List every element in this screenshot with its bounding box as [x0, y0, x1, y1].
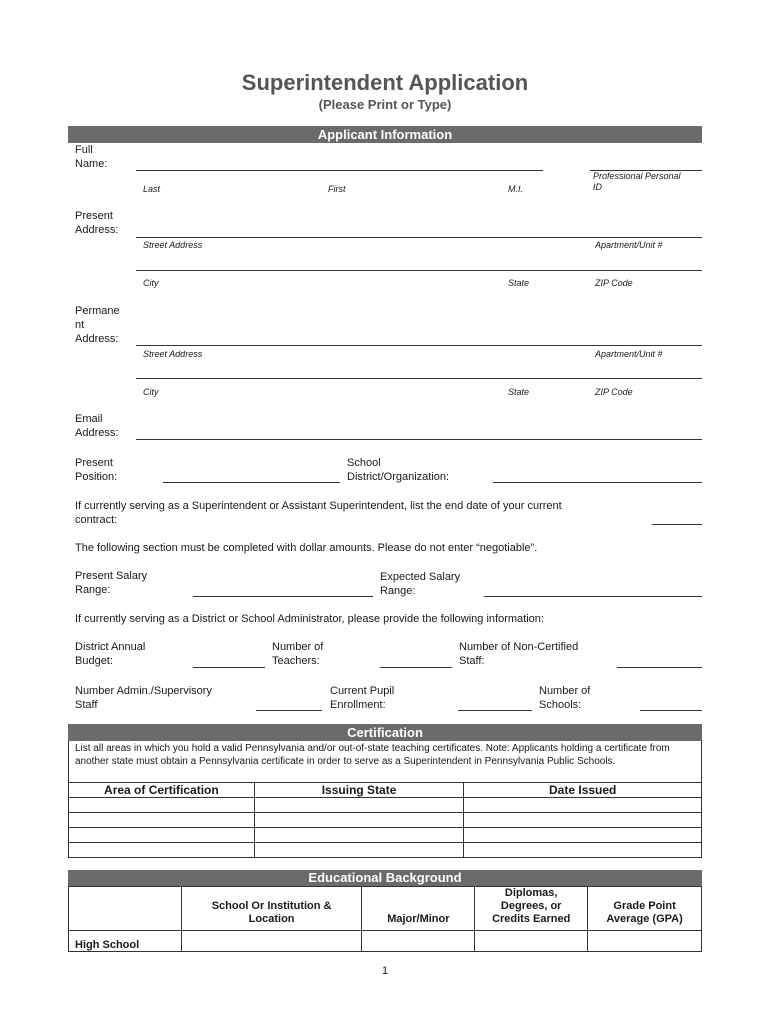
column-header-date-issued: Date Issued [464, 783, 702, 798]
contract-instruction: If currently serving as a Superintendent or Assistant Superintendent, list the end date of your current contract: [75, 500, 562, 526]
education-table [68, 886, 702, 952]
schools-label: Number of Schools: [539, 685, 591, 711]
cert-state-cell[interactable] [254, 843, 464, 858]
admin-staff-label: Number Admin./Supervisory Staff [75, 685, 212, 711]
present-street-field[interactable] [136, 237, 702, 238]
table-row [69, 828, 702, 843]
column-header-level [69, 887, 182, 931]
present-apt-caption: Apartment/Unit # [595, 240, 663, 250]
present-salary-field[interactable] [193, 596, 373, 597]
column-header-issuing-state: Issuing State [254, 783, 464, 798]
permanent-apt-caption: Apartment/Unit # [595, 349, 663, 359]
present-city-caption: City [143, 278, 159, 288]
hs-school-cell[interactable] [181, 931, 362, 952]
permanent-street-caption: Street Address [143, 349, 203, 359]
table-row [69, 843, 702, 858]
cert-area-cell[interactable] [69, 843, 255, 858]
budget-label: District Annual Budget: [75, 641, 146, 667]
present-state-caption: State [508, 278, 530, 288]
row-label-high-school: High School [69, 931, 182, 952]
cert-date-cell[interactable] [464, 843, 702, 858]
position-label: Present Position: [75, 457, 118, 483]
expected-salary-label: Expected Salary Range: [380, 571, 461, 597]
administrator-note: If currently serving as a District or School Administrator, please provide the following information: [75, 613, 544, 625]
cert-area-cell[interactable] [69, 798, 255, 813]
budget-field[interactable] [193, 667, 265, 668]
certification-section-header: Certification [68, 724, 702, 741]
cert-state-cell[interactable] [254, 828, 464, 843]
page-number: 1 [381, 965, 389, 977]
cert-state-cell[interactable] [254, 798, 464, 813]
schools-field[interactable] [640, 710, 702, 711]
last-caption: Last [143, 184, 161, 194]
column-header-school: School Or Institution & Location [181, 887, 362, 931]
mi-caption: M.I. [508, 184, 523, 194]
hs-diploma-cell[interactable] [475, 931, 588, 952]
certification-table [68, 782, 702, 858]
expected-salary-field[interactable] [484, 596, 702, 597]
full-name-label: Full Name: [75, 144, 108, 170]
education-section-header: Educational Background [68, 870, 702, 886]
permanent-address-label: Permane nt Address: [75, 305, 120, 345]
teachers-label: Number of Teachers: [272, 641, 324, 667]
table-row [69, 813, 702, 828]
column-header-gpa: Grade Point Average (GPA) [588, 887, 702, 931]
present-salary-label: Present Salary Range: [75, 570, 148, 596]
certification-instructions: List all areas in which you hold a valid Pennsylvania and/or out-of-state teaching certificates. Note: Applicants holding a certificate from another state must obtain a Pennsylvania certificate in order to serve as a Superintendent in Pennsylvania Public Schools. [75, 743, 670, 767]
hs-gpa-cell[interactable] [588, 931, 702, 952]
permanent-street-field[interactable] [136, 345, 702, 346]
page-title: Superintendent Application [241, 70, 529, 95]
hs-major-cell[interactable] [362, 931, 475, 952]
permanent-city-field[interactable] [136, 378, 702, 379]
cert-date-cell[interactable] [464, 813, 702, 828]
pid-caption: Professional Personal ID [593, 171, 681, 192]
district-field[interactable] [493, 482, 702, 483]
present-city-field[interactable] [136, 270, 702, 271]
cert-area-cell[interactable] [69, 813, 255, 828]
certification-instructions-box [68, 741, 702, 782]
contract-end-date-field[interactable] [652, 524, 702, 525]
column-header-diplomas: Diplomas, Degrees, or Credits Earned [475, 887, 588, 931]
email-field[interactable] [136, 439, 702, 440]
present-address-label: Present Address: [75, 210, 119, 236]
dollar-amount-note: The following section must be completed with dollar amounts. Please do not enter “negotiable”. [75, 542, 538, 554]
column-header-area: Area of Certification [69, 783, 255, 798]
email-label: Email Address: [75, 413, 119, 439]
present-zip-caption: ZIP Code [595, 278, 633, 288]
cert-state-cell[interactable] [254, 813, 464, 828]
enrollment-label: Current Pupil Enrollment: [330, 685, 395, 711]
permanent-zip-caption: ZIP Code [595, 387, 633, 397]
present-street-caption: Street Address [143, 240, 203, 250]
district-label: School District/Organization: [347, 457, 450, 483]
table-row [69, 798, 702, 813]
permanent-state-caption: State [508, 387, 530, 397]
column-header-major: Major/Minor [362, 887, 475, 931]
cert-date-cell[interactable] [464, 828, 702, 843]
non-certified-label: Number of Non-Certified Staff: [459, 641, 579, 667]
non-certified-field[interactable] [617, 667, 702, 668]
applicant-section-header: Applicant Information [68, 126, 702, 143]
cert-area-cell[interactable] [69, 828, 255, 843]
position-field[interactable] [163, 482, 340, 483]
full-name-field[interactable] [136, 170, 543, 171]
page-subtitle: (Please Print or Type) [318, 97, 452, 112]
first-caption: First [328, 184, 346, 194]
teachers-field[interactable] [380, 667, 452, 668]
cert-date-cell[interactable] [464, 798, 702, 813]
admin-staff-field[interactable] [256, 710, 322, 711]
enrollment-field[interactable] [458, 710, 532, 711]
permanent-city-caption: City [143, 387, 159, 397]
table-row [69, 931, 702, 952]
